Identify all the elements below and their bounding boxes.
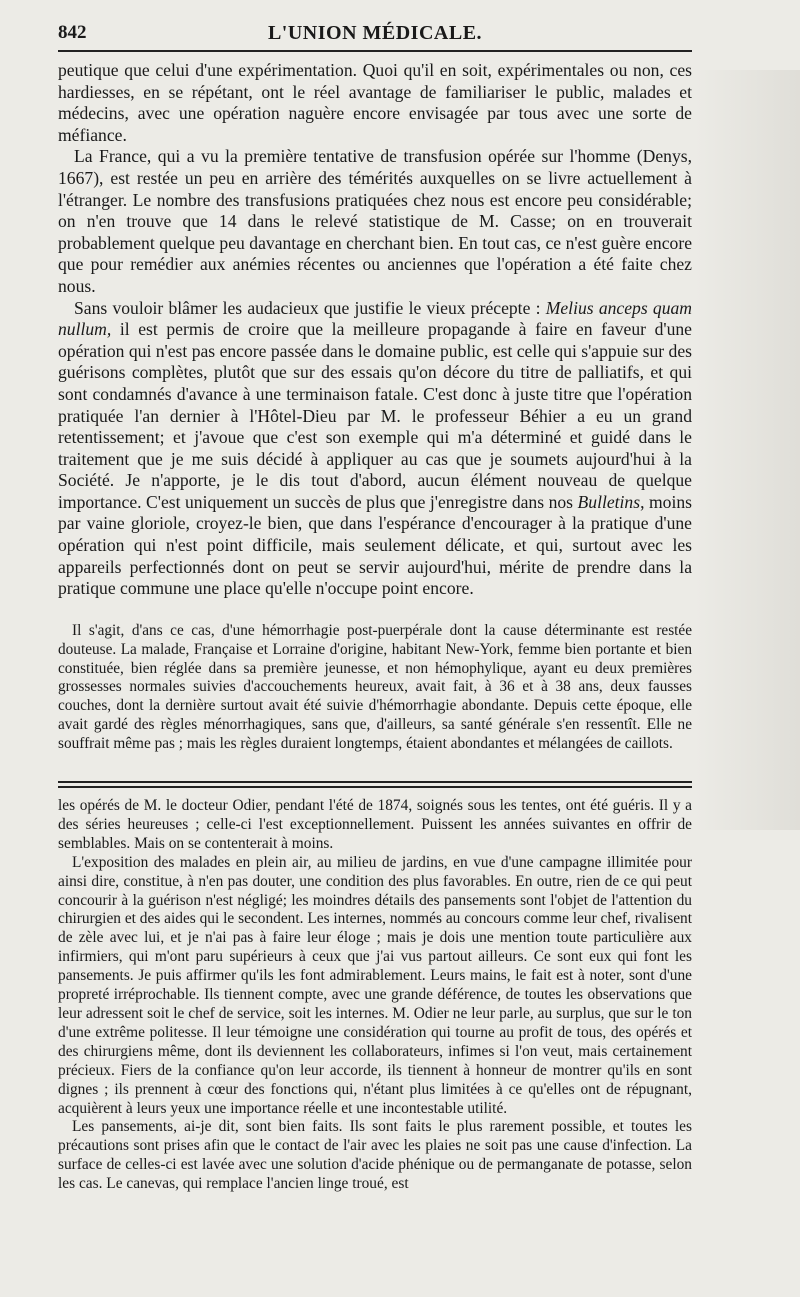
feuilleton-divider-top <box>58 781 692 783</box>
paragraph-3-text-c: , moins par vaine gloriole, croyez-le bien, que dans l'espérance d'encourager à la pratique d'une opération qui n'est point difficile, mais seulement délicate, et qui, surtout avec les appareils perfectionnés dont on peut se servir aujourd'hui, mérite de prendre dans la pratique commune une place qu'elle n'occupe point encore. <box>58 491 693 599</box>
feuilleton-paragraph-3: Les pansements, ai-je dit, sont bien faits. Ils sont faits le plus rarement possible, et toutes les précautions sont prises afin que le contact de l'air avec les plaies ne soit pas une cause d'infection. La surface de celles-ci est lavée avec une solution d'acide phénique ou de permanganate de potasse, selon les cas. Le canevas, qui remplace l'ancien linge troué, est <box>58 1118 692 1193</box>
running-title: L'UNION MÉDICALE. <box>267 22 483 44</box>
case-paragraph: Il s'agit, d'ans ce cas, d'une hémorrhagie post-puerpérale dont la cause déterminante est restée douteuse. La malade, Française et Lorraine d'origine, habitant New-York, femme bien portante et bien constituée, bien réglée dans sa première jeunesse, et non hémophylique, ayant eu deux premières grossesses normales suivies d'accouchements heureux, avait fait, à 36 et à 38 ans, deux fausses couches, dont la dernière surtout avait été suivie d'hémorrhagie abondante. Depuis cette époque, elle avait gardé des règles ménorrhagiques, sans que, d'ailleurs, sa santé générale s'en ressentît. Elle ne souffrait même pas ; mais les règles duraient longtemps, étaient abondantes et mélangées de caillots. <box>58 622 692 752</box>
case-report <box>58 622 692 754</box>
paragraph-2: La France, qui a vu la première tentative de transfusion opérée sur l'homme (Denys, 1667), est restée un peu en arrière des témérités auxquelles on se livre actuellement à l'étranger. Le nombre des transfusions pratiquées chez nous est encore peu considérable; on n'en trouve que 14 dans le relevé statistique de M. Casse; on en trouverait probablement quelque peu davantage en cherchant bien. En tout cas, ce n'est guère encore que pour remédier aux anémies récentes ou anciennes que l'opération a été faite chez nous. <box>58 146 692 296</box>
feuilleton-divider-bottom <box>58 786 692 788</box>
header-rule <box>58 50 692 52</box>
latin-precept: Melius anceps quam nullum, <box>58 297 692 340</box>
page-header <box>58 14 692 44</box>
paragraph-3-text-b: il est permis de croire que la meilleure propagande à faire en faveur d'une opération qui n'est pas encore passée dans le domaine public, est celle qui s'appuie sur des guérisons complètes, plutôt que sur des essais qu'on décore du titre de palliatifs, et qui sont condamnés d'avance à une terminaison fatale. C'est donc à juste titre que l'opération pratiquée l'an dernier à l'Hôtel-Dieu par M. le professeur Béhier a eu un grand retentissement; et j'avoue que c'est son exemple qui m'a déterminé et guidé dans le traitement que je me suis décidé à appliquer au cas que je soumets aujourd'hui à la Société. Je n'apporte, je le dis tout d'abord, aucun élément nouveau de quelque importance. C'est uniquement un succès de plus que j'enregistre dans nos <box>58 319 692 512</box>
paragraph-1: peutique que celui d'une expérimentation. Quoi qu'il en soit, expérimentales ou non, ces hardiesses, en se répétant, ont le réel avantage de familiariser le public, malades et médecins, avec une opération naguère encore envisagée par tous avec une sorte de méfiance. <box>58 60 692 145</box>
main-article <box>58 60 692 600</box>
bulletins-title: Bulletins <box>577 491 641 512</box>
show-through-shadow <box>695 70 800 830</box>
feuilleton-paragraph-1: les opérés de M. le docteur Odier, pendant l'été de 1874, soignés sous les tentes, ont été guéris. Il y a des séries heureuses ; celle-ci l'est exceptionnellement. Puissent les années suivantes en offrir de semblables. Mais on se contenterait à moins. <box>58 797 692 852</box>
paragraph-3-text-a: Sans vouloir blâmer les audacieux que justifie le vieux précepte : <box>74 297 546 318</box>
paragraph-3 <box>58 298 692 600</box>
feuilleton-section <box>58 797 692 1194</box>
feuilleton-paragraph-2: L'exposition des malades en plein air, au milieu de jardins, en vue d'une campagne illimitée pour ainsi dire, constitue, à n'en pas douter, une condition des plus favorables. En outre, rien de ce qui peut concourir à la guérison n'est négligé; les moindres détails des pansements sont l'objet de l'attention du chirurgien et des aides qui le secondent. Les internes, nommés au concours comme leur chef, rivalisent de zèle avec lui, et je n'ai pas à faire leur éloge ; mais je dois une mention toute particulière aux infirmiers, qui m'ont paru supérieurs à ceux que j'ai vus partout ailleurs. Ce sont eux qui font les pansements. Je puis affirmer qu'ils les font admirablement. Leurs mains, le fait est à noter, sont d'une propreté irréprochable. Ils tiennent compte, avec une grande déférence, de toutes les observations que leur adressent soit le chef de service, soit les internes. M. Odier ne leur parle, au surplus, que sur le ton d'une extrême politesse. Il leur témoigne une considération qui tourne au profit de tous, des opérés et des chirurgiens même, dont ils deviennent les collaborateurs, infimes si l'on veut, mais certainement précieux. Fiers de la confiance qu'on leur accorde, ils tiennent à honneur de montrer qu'ils en sont dignes ; ils prennent à cœur des fonctions qui, n'étant plus limitées à ce qu'elles ont de répugnant, acquièrent à leurs yeux une importance réelle et une incontestable utilité. <box>58 853 692 1117</box>
page-number: 842 <box>58 22 87 43</box>
